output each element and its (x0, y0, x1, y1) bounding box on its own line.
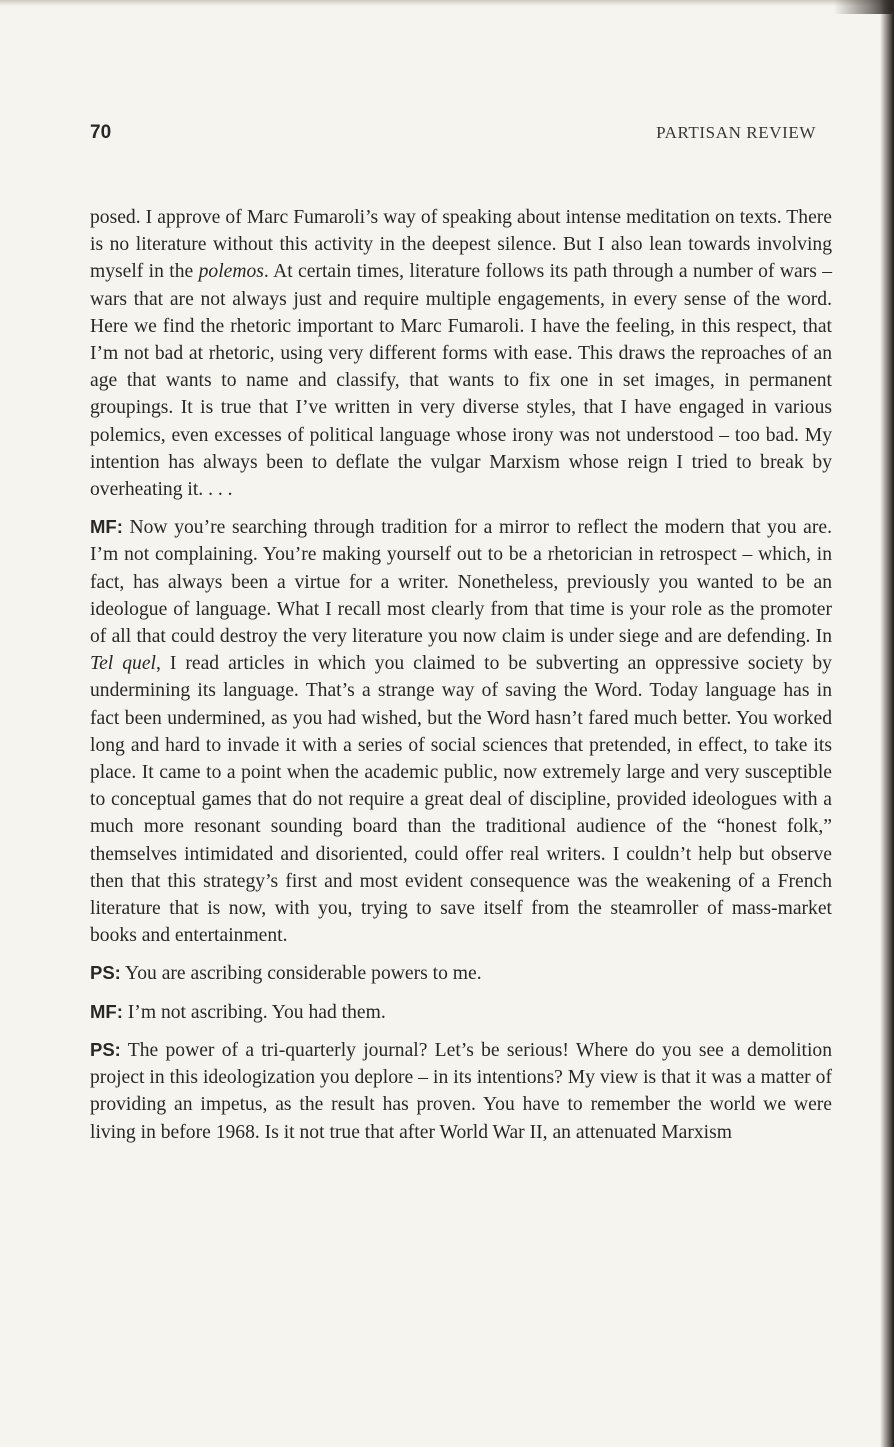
page-header (90, 122, 816, 152)
page-corner-shadow (834, 0, 894, 14)
page-number: 70 (90, 122, 112, 143)
text-segment: You are ascribing considerable powers to me. (120, 963, 482, 985)
body-text (90, 204, 832, 1156)
speaker-label: PS: (90, 1038, 121, 1060)
page-top-shadow (0, 0, 894, 6)
speaker-label: PS: (90, 962, 121, 984)
text-segment: posed. I approve of Marc Fumaroli’s way of speaking about intense meditation on texts. There is no literature without this activity in the deepest silence. But I also lean towards involving myself in the (90, 207, 832, 283)
italic-term: polemos (198, 261, 264, 283)
paragraph-mf (90, 513, 832, 949)
text-segment: The power of a tri-quarterly journal? Let’s be serious! Where do you see a demolition project in this ideologization you deplore – in its intentions? My view is that it was a matter of providing an impetus, as the result has proven. You have to remember the world we were living in before 1968. Is it not true that after World War II, an attenuated Marxism (90, 1039, 832, 1143)
text-segment: Now you’re searching through tradition for a mirror to reflect the modern that you are. I’m not complaining. You’re making yourself out to be a rhetorician in retrospect – which, in fact, has always been a virtue for a writer. Nonetheless, previously you wanted to be an ideologue of language. What I recall most clearly from that time is your role as the promoter of all that could destroy the very literature you now claim is under siege and are defending. In (90, 517, 832, 648)
text-segment: . At certain times, literature follows its path through a number of wars – wars that are not always just and require multiple engagements, in every sense of the word. Here we find the rhetoric important to Marc Fumaroli. I have the feeling, in this respect, that I’m not bad at rhetoric, using very different forms with ease. This draws the reproaches of an age that wants to name and classify, that wants to fix one in set images, in permanent groupings. It is true that I’ve written in very diverse styles, that I have engaged in various polemics, even excesses of political language whose irony was not understood – too bad. My intention has always been to deflate the vulgar Marxism whose reign I tried to break by overheating it. . . . (90, 261, 832, 501)
paragraph-mf (90, 998, 832, 1026)
paragraph-continuation (90, 204, 832, 503)
speaker-label: MF: (90, 1000, 123, 1022)
running-head: PARTISAN REVIEW (656, 123, 816, 142)
page-binding-edge (880, 0, 894, 1447)
text-segment: I’m not ascribing. You had them. (122, 1001, 386, 1023)
italic-title: Tel quel (90, 653, 156, 675)
paragraph-ps (90, 1036, 832, 1146)
speaker-label: MF: (90, 516, 123, 538)
paragraph-ps (90, 959, 832, 987)
text-segment: , I read articles in which you claimed to be subverting an oppressive society by undermining its language. That’s a strange way of saving the Word. Today language has in fact been undermined, as you had wished, but the Word hasn’t fared much better. You worked long and hard to invade it with a series of social sciences that pretended, in effect, to take its place. It came to a point when the academic public, now extremely large and very susceptible to conceptual games that do not require a great deal of discipline, provided ideologues with a much more resonant sounding board than the traditional audience of the “honest folk,” themselves intimidated and disoriented, could offer real writers. I couldn’t help but observe then that this strategy’s first and most evident consequence was the weakening of a French literature that is now, with you, trying to save itself from the steamroller of mass-market books and entertainment. (90, 653, 832, 947)
